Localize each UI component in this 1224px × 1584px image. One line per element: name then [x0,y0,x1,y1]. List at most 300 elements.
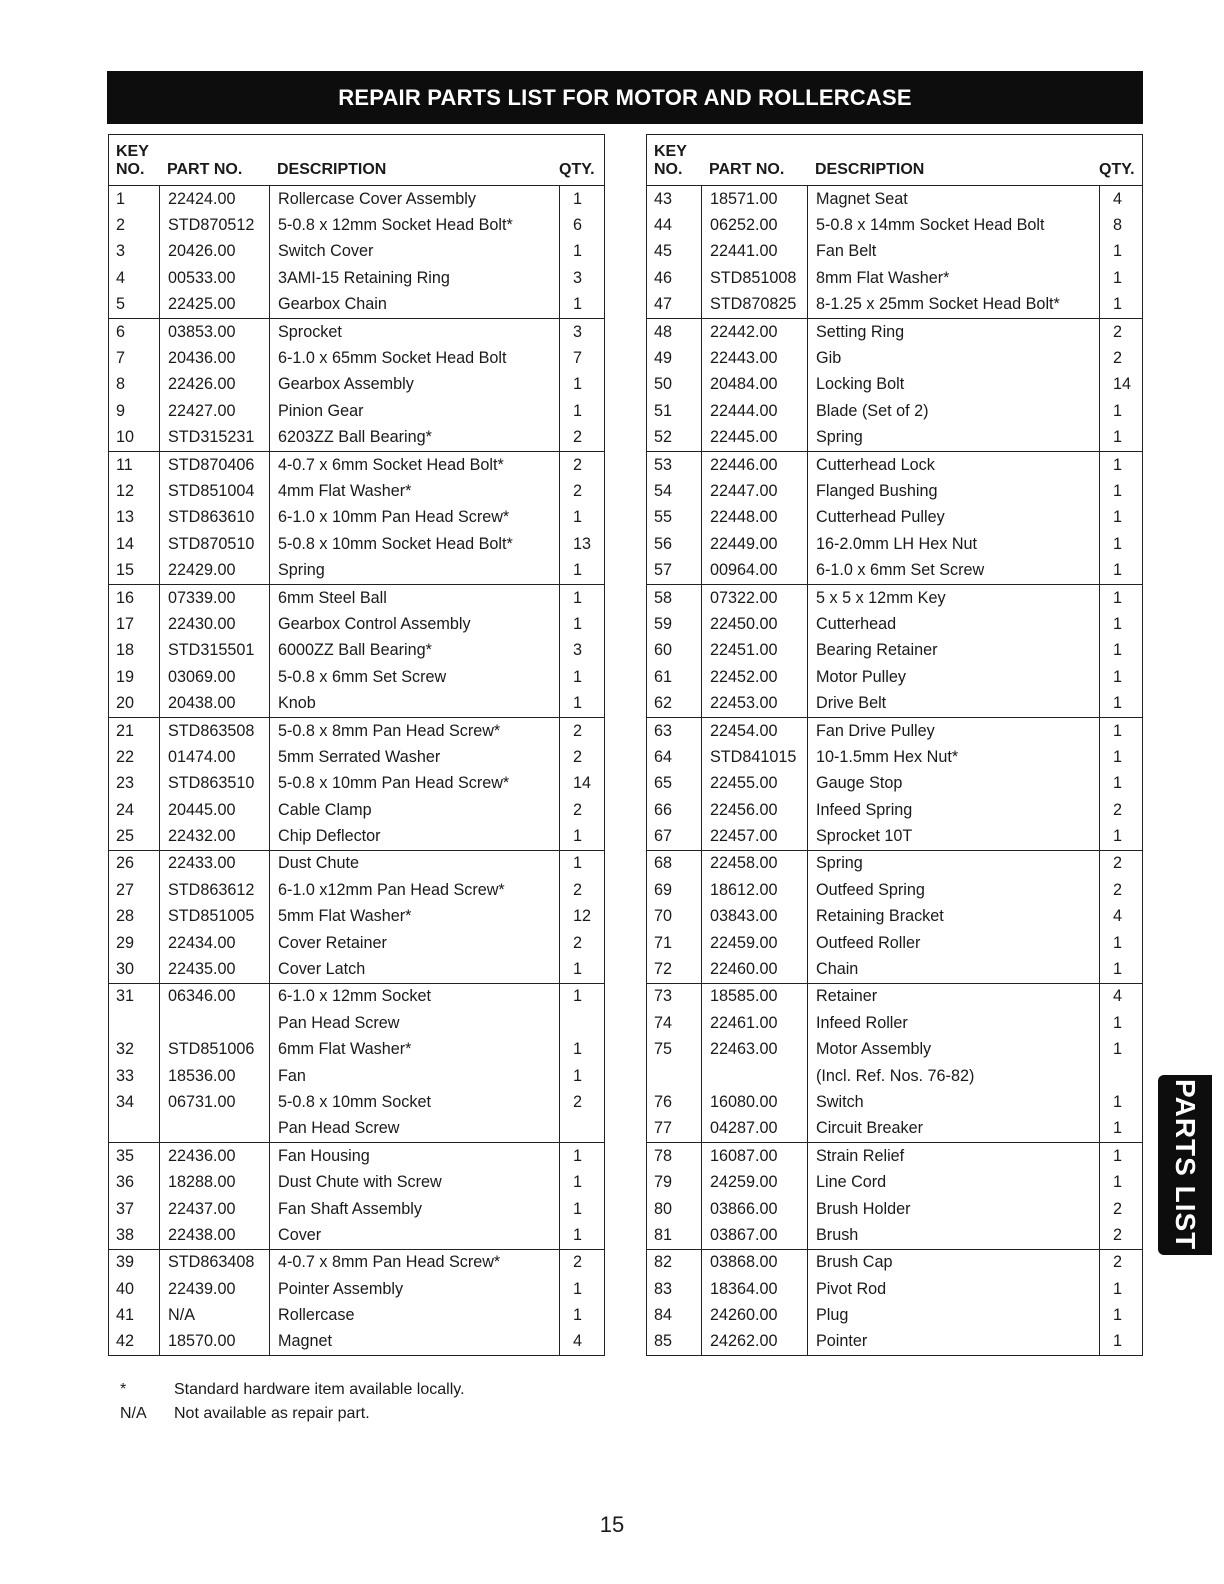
part-no-cell: 22448.00 [701,505,807,531]
key-no-cell: 36 [116,1173,135,1192]
table-row [109,186,604,212]
part-no-cell: 18612.00 [701,877,807,903]
table-row [647,1037,1142,1063]
description-cell: 5-0.8 x 12mm Socket Head Bolt* [269,212,559,238]
key-no-cell: 65 [654,774,673,793]
table-row [647,1276,1142,1302]
table-row [109,1116,604,1143]
description-cell: 5-0.8 x 8mm Pan Head Screw* [269,718,559,744]
qty-cell: 14 [1099,372,1142,398]
qty-cell: 1 [1099,585,1142,611]
description-cell: Cutterhead Pulley [807,505,1099,531]
description-cell: (Incl. Ref. Nos. 76-82) [807,1063,1099,1089]
header-key-line2: NO. [116,161,145,178]
part-no-cell: STD315501 [159,638,269,664]
table-row [109,1196,604,1222]
key-no-cell: 68 [654,854,673,873]
key-no-cell: 39 [116,1253,135,1272]
qty-cell: 1 [559,1302,604,1328]
key-no-cell [109,1010,159,1036]
key-no-cell: 7 [116,349,126,368]
qty-cell: 2 [559,425,604,451]
key-no-cell: 42 [116,1332,135,1351]
table-row [109,930,604,956]
part-no-cell: STD851005 [159,904,269,930]
key-no-cell: 20 [116,694,135,713]
part-no-cell: 16080.00 [701,1089,807,1115]
part-no-cell: 22452.00 [701,664,807,690]
key-no-cell: 67 [654,827,673,846]
table-row [647,690,1142,717]
key-no-cell: 80 [654,1199,673,1218]
section-tab-label: PARTS LIST [1170,1079,1201,1251]
qty-cell: 1 [1099,638,1142,664]
qty-cell: 2 [559,877,604,903]
description-cell: 5-0.8 x 14mm Socket Head Bolt [807,212,1099,238]
table-header [109,135,604,186]
part-no-cell: 24259.00 [701,1169,807,1195]
table-row [647,1222,1142,1249]
key-no-cell: 30 [116,960,135,979]
qty-cell: 1 [559,1196,604,1222]
table-row [109,797,604,823]
key-no-cell: 27 [116,880,135,899]
table-row [647,1010,1142,1036]
table-row [109,372,604,398]
part-no-cell: 22451.00 [701,638,807,664]
table-header [647,135,1142,186]
qty-cell: 1 [559,690,604,716]
part-no-cell: 22455.00 [701,771,807,797]
key-no-cell: 57 [654,561,673,580]
qty-cell: 1 [1099,744,1142,770]
description-cell: Spring [807,851,1099,877]
description-cell: Pan Head Screw [269,1010,559,1036]
table-row [647,239,1142,265]
table-row [109,398,604,424]
part-no-cell: STD870406 [159,452,269,478]
key-no-cell: 5 [116,295,126,314]
part-no-cell: 22453.00 [701,690,807,716]
qty-cell: 1 [1099,771,1142,797]
key-no-cell: 32 [116,1040,135,1059]
qty-cell: 3 [559,265,604,291]
description-cell: Outfeed Roller [807,930,1099,956]
qty-cell: 1 [559,611,604,637]
qty-cell: 12 [559,904,604,930]
description-cell: Brush [807,1222,1099,1248]
table-row [109,1010,604,1036]
part-no-cell: STD870512 [159,212,269,238]
qty-cell: 1 [559,1063,604,1089]
qty-cell: 1 [1099,452,1142,478]
part-no-cell: 22460.00 [701,956,807,982]
table-row [647,1143,1142,1169]
table-row [647,771,1142,797]
qty-cell: 2 [559,744,604,770]
table-row [647,1302,1142,1328]
qty-cell: 1 [1099,1302,1142,1328]
page-title: REPAIR PARTS LIST FOR MOTOR AND ROLLERCASE [107,71,1143,124]
table-row [109,292,604,319]
part-no-cell: 24262.00 [701,1329,807,1355]
qty-cell: 1 [559,1169,604,1195]
part-no-cell: 22427.00 [159,398,269,424]
description-cell: Knob [269,690,559,716]
part-no-cell: 22430.00 [159,611,269,637]
table-row [109,744,604,770]
footnote-text: Not available as repair part. [174,1405,370,1422]
qty-cell: 6 [559,212,604,238]
key-no-cell: 66 [654,800,673,819]
table-body-right [647,186,1142,1356]
description-cell: Pointer [807,1329,1099,1355]
key-no-cell: 23 [116,774,135,793]
description-cell: 8mm Flat Washer* [807,265,1099,291]
table-row [109,1222,604,1249]
qty-cell: 1 [1099,1329,1142,1355]
part-no-cell: 22439.00 [159,1276,269,1302]
description-cell: Sprocket 10T [807,823,1099,849]
description-cell: 6-1.0 x 65mm Socket Head Bolt [269,345,559,371]
table-row [109,505,604,531]
qty-cell: 3 [559,638,604,664]
table-row [647,292,1142,319]
description-cell: Retaining Bracket [807,904,1099,930]
description-cell: Fan Housing [269,1143,559,1169]
table-row [109,585,604,611]
key-no-cell: 79 [654,1173,673,1192]
part-no-cell: 22432.00 [159,823,269,849]
description-cell: 10-1.5mm Hex Nut* [807,744,1099,770]
part-no-cell: STD851006 [159,1037,269,1063]
key-no-cell: 69 [654,880,673,899]
description-cell: 4mm Flat Washer* [269,478,559,504]
part-no-cell: STD863508 [159,718,269,744]
table-row [109,718,604,744]
footnote-symbol: N/A [120,1405,147,1422]
part-no-cell: 03868.00 [701,1250,807,1276]
qty-cell: 2 [1099,1222,1142,1248]
description-cell: Magnet [269,1329,559,1355]
section-tab [1158,1075,1212,1255]
description-cell: Line Cord [807,1169,1099,1195]
qty-cell [559,1116,604,1142]
part-no-cell: 22450.00 [701,611,807,637]
key-no-cell [109,1116,159,1142]
table-row [647,930,1142,956]
part-no-cell: 20426.00 [159,239,269,265]
table-row [647,372,1142,398]
qty-cell: 2 [1099,345,1142,371]
description-cell: Rollercase Cover Assembly [269,186,559,212]
table-row [109,531,604,557]
part-no-cell: 18288.00 [159,1169,269,1195]
key-no-cell: 55 [654,508,673,527]
part-no-cell: STD870510 [159,531,269,557]
part-no-cell: STD851008 [701,265,807,291]
description-cell: Pointer Assembly [269,1276,559,1302]
part-no-cell: 22434.00 [159,930,269,956]
table-row [647,904,1142,930]
part-no-cell: 20438.00 [159,690,269,716]
part-no-cell: 00533.00 [159,265,269,291]
table-row [647,452,1142,478]
description-cell: 5-0.8 x 10mm Socket [269,1089,559,1115]
key-no-cell: 33 [116,1066,135,1085]
key-no-cell: 52 [654,428,673,447]
description-cell: Magnet Seat [807,186,1099,212]
footnotes [108,1378,465,1426]
key-no-cell: 25 [116,827,135,846]
table-row [109,1063,604,1089]
description-cell: Gearbox Assembly [269,372,559,398]
key-no-cell: 73 [654,987,673,1006]
qty-cell: 14 [559,771,604,797]
part-no-cell: STD863510 [159,771,269,797]
qty-cell: 1 [1099,1010,1142,1036]
qty-cell: 2 [559,797,604,823]
table-row [109,557,604,584]
key-no-cell: 24 [116,800,135,819]
qty-cell: 1 [1099,557,1142,583]
table-row [109,851,604,877]
table-row [647,1169,1142,1195]
description-cell: Gearbox Chain [269,292,559,318]
key-no-cell: 77 [654,1119,673,1138]
footnote-symbol: * [120,1381,127,1398]
key-no-cell: 35 [116,1146,135,1165]
table-row [109,478,604,504]
key-no-cell: 9 [116,401,126,420]
part-no-cell: 06731.00 [159,1089,269,1115]
part-no-cell: 03867.00 [701,1222,807,1248]
key-no-cell: 53 [654,455,673,474]
key-no-cell: 37 [116,1199,135,1218]
qty-cell: 1 [559,1143,604,1169]
description-cell: Pinion Gear [269,398,559,424]
qty-cell: 1 [559,585,604,611]
description-cell: 4-0.7 x 8mm Pan Head Screw* [269,1250,559,1276]
qty-cell: 1 [559,239,604,265]
part-no-cell: 18364.00 [701,1276,807,1302]
table-row [109,212,604,238]
description-cell: Flanged Bushing [807,478,1099,504]
qty-cell: 4 [559,1329,604,1355]
qty-cell: 1 [1099,505,1142,531]
key-no-cell: 19 [116,667,135,686]
description-cell: 16-2.0mm LH Hex Nut [807,531,1099,557]
qty-cell [1099,1063,1142,1089]
description-cell: Cutterhead [807,611,1099,637]
qty-cell [559,1010,604,1036]
key-no-cell: 75 [654,1040,673,1059]
part-no-cell: 22443.00 [701,345,807,371]
key-no-cell: 56 [654,534,673,553]
key-no-cell: 78 [654,1146,673,1165]
key-no-cell: 12 [116,481,135,500]
qty-cell: 2 [1099,797,1142,823]
table-body-left [109,186,604,1356]
qty-cell: 1 [559,557,604,583]
key-no-cell: 15 [116,561,135,580]
table-row [647,585,1142,611]
table-row [109,877,604,903]
key-no-cell: 49 [654,349,673,368]
key-no-cell: 60 [654,641,673,660]
part-no-cell: 03843.00 [701,904,807,930]
qty-cell: 1 [1099,690,1142,716]
part-no-cell: 06346.00 [159,984,269,1010]
key-no-cell: 6 [116,322,126,341]
qty-cell: 1 [1099,956,1142,982]
part-no-cell: 16087.00 [701,1143,807,1169]
key-no-cell: 11 [116,455,133,474]
description-cell: Chain [807,956,1099,982]
key-no-cell: 3 [116,242,126,261]
key-no-cell: 48 [654,322,673,341]
description-cell: Cover Retainer [269,930,559,956]
qty-cell: 1 [559,186,604,212]
key-no-cell: 38 [116,1225,135,1244]
table-row [109,904,604,930]
header-qty: QTY. [559,161,595,178]
header-key-line2: NO. [654,161,683,178]
part-no-cell: 01474.00 [159,744,269,770]
table-row [647,718,1142,744]
part-no-cell: 20436.00 [159,345,269,371]
key-no-cell: 1 [116,189,126,208]
description-cell: 6mm Flat Washer* [269,1037,559,1063]
part-no-cell: STD851004 [159,478,269,504]
part-no-cell: 22424.00 [159,186,269,212]
key-no-cell: 41 [116,1306,135,1325]
description-cell: Drive Belt [807,690,1099,716]
qty-cell: 1 [1099,718,1142,744]
qty-cell: 2 [559,718,604,744]
header-part-no: PART NO. [167,161,243,178]
key-no-cell: 61 [654,667,673,686]
part-no-cell: 22433.00 [159,851,269,877]
part-no-cell: 22457.00 [701,823,807,849]
key-no-cell: 59 [654,614,673,633]
part-no-cell: 22447.00 [701,478,807,504]
description-cell: 6mm Steel Ball [269,585,559,611]
key-no-cell: 18 [116,641,135,660]
part-no-cell: STD863612 [159,877,269,903]
part-no-cell: 24260.00 [701,1302,807,1328]
description-cell: Dust Chute [269,851,559,877]
part-no-cell: 18585.00 [701,984,807,1010]
part-no-cell: 03866.00 [701,1196,807,1222]
description-cell: Fan Drive Pulley [807,718,1099,744]
description-cell: 5-0.8 x 10mm Socket Head Bolt* [269,531,559,557]
table-row [647,1250,1142,1276]
qty-cell: 1 [1099,930,1142,956]
qty-cell: 2 [559,1250,604,1276]
part-no-cell: 22426.00 [159,372,269,398]
description-cell: Circuit Breaker [807,1116,1099,1142]
table-row [647,877,1142,903]
qty-cell: 1 [559,1222,604,1248]
description-cell: Plug [807,1302,1099,1328]
description-cell: Spring [269,557,559,583]
description-cell: Gauge Stop [807,771,1099,797]
qty-cell: 1 [1099,425,1142,451]
table-row [647,186,1142,212]
description-cell: 5mm Serrated Washer [269,744,559,770]
table-row [647,851,1142,877]
part-no-cell: 22429.00 [159,557,269,583]
qty-cell: 2 [1099,851,1142,877]
header-key-no [647,135,701,185]
table-row [647,744,1142,770]
qty-cell: 1 [1099,265,1142,291]
key-no-cell: 16 [116,588,135,607]
part-no-cell: 22456.00 [701,797,807,823]
key-no-cell: 47 [654,295,673,314]
description-cell: 6-1.0 x 6mm Set Screw [807,557,1099,583]
part-no-cell: 22441.00 [701,239,807,265]
description-cell: Infeed Spring [807,797,1099,823]
table-row [109,1089,604,1115]
table-row [647,1089,1142,1115]
table-row [109,690,604,717]
qty-cell: 1 [1099,664,1142,690]
part-no-cell: 22463.00 [701,1037,807,1063]
part-no-cell: 22435.00 [159,956,269,982]
key-no-cell: 29 [116,933,135,952]
description-cell: Outfeed Spring [807,877,1099,903]
table-row [109,1329,604,1356]
header-description: DESCRIPTION [277,161,387,178]
description-cell: Cover [269,1222,559,1248]
qty-cell: 1 [1099,1116,1142,1142]
table-row [647,212,1142,238]
table-row [647,557,1142,584]
part-no-cell: 18570.00 [159,1329,269,1355]
footnote-text: Standard hardware item available locally. [174,1381,465,1398]
table-row [647,1329,1142,1356]
table-row [109,319,604,345]
table-row [109,345,604,371]
qty-cell: 7 [559,345,604,371]
key-no-cell: 45 [654,242,673,261]
part-no-cell: 22458.00 [701,851,807,877]
qty-cell: 1 [559,1276,604,1302]
key-no-cell: 8 [116,375,126,394]
description-cell: Motor Assembly [807,1037,1099,1063]
description-cell: Cable Clamp [269,797,559,823]
qty-cell: 2 [1099,1196,1142,1222]
qty-cell: 1 [1099,531,1142,557]
table-row [647,956,1142,983]
table-row [647,1116,1142,1143]
key-no-cell: 63 [654,721,673,740]
header-key-line1: KEY [116,143,149,160]
table-row [647,319,1142,345]
part-no-cell: 20445.00 [159,797,269,823]
key-no-cell: 58 [654,588,673,607]
key-no-cell [647,1063,701,1089]
header-key-no [109,135,159,185]
description-cell: 5 x 5 x 12mm Key [807,585,1099,611]
key-no-cell: 74 [654,1013,673,1032]
part-no-cell: STD315231 [159,425,269,451]
table-row [109,1143,604,1169]
table-row [109,265,604,291]
table-row [109,1276,604,1302]
